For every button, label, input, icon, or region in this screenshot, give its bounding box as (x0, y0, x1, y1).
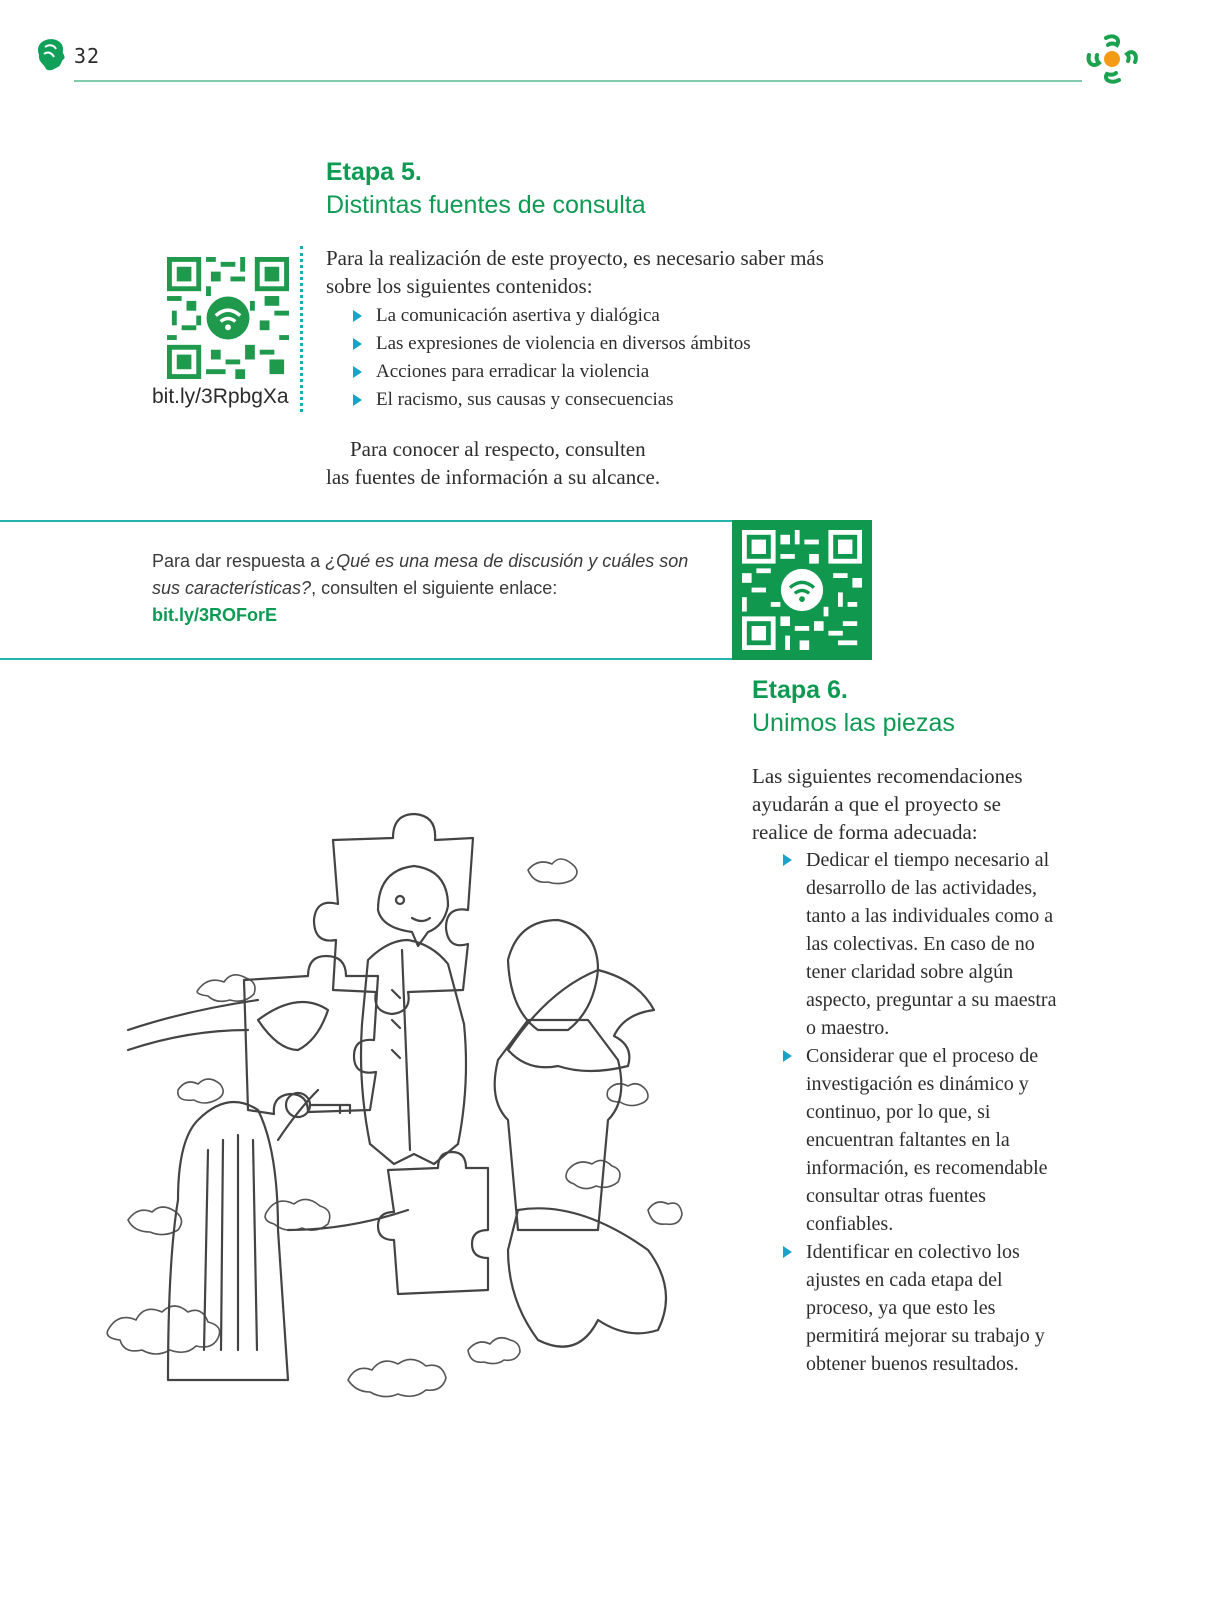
callout-prefix: Para dar respuesta a (152, 551, 326, 571)
cloud-shapes (107, 859, 682, 1397)
stage5-subtitle: Distintas fuentes de consulta (326, 191, 646, 219)
qr-link-label[interactable]: bit.ly/3RpbgXa (152, 385, 289, 408)
flower-icon (1083, 30, 1141, 88)
list-item: La comunicación asertiva y dialógica (350, 302, 870, 330)
callout-question: ¿Qué es una mesa de discusión y cuáles son sus características? (152, 551, 689, 598)
list-item: Identificar en colectivo los ajustes en cada etapa del proceso, ya que esto les permitirá mejorar su trabajo y obtener buenos resultados. (780, 1238, 1070, 1378)
stage6-intro: Las siguientes recomendaciones ayudarán a que el proyecto se realice de forma adecuada: (752, 764, 1023, 844)
dotted-divider (300, 246, 303, 412)
list-item: Considerar que el proceso de investigación es dinámico y continuo, por lo que, si encuentran faltantes en la información, es recomendable consultar otras fuentes confiables. (780, 1042, 1070, 1238)
leaf-head-icon (36, 38, 68, 72)
list-item: El racismo, sus causas y consecuencias (350, 386, 870, 414)
callout-text (152, 548, 712, 629)
stage6-subtitle: Unimos las piezas (752, 709, 955, 737)
list-item: Acciones para erradicar la violencia (350, 358, 870, 386)
callout-link[interactable]: bit.ly/3ROForE (152, 605, 278, 625)
qr-code-icon[interactable] (742, 530, 862, 650)
stage5-closing-line2: las fuentes de información a su alcance. (326, 465, 661, 489)
stage5-closing-line1: Para conocer al respecto, consulten (350, 437, 646, 461)
stage5-title: Etapa 5. (326, 158, 422, 186)
callout-suffix: , consulten el siguiente enlace: (311, 578, 558, 598)
list-item: Las expresiones de violencia en diversos ámbitos (350, 330, 870, 358)
stage5-intro: Para la realización de este proyecto, es necesario saber más sobre los siguientes contenidos: (326, 246, 824, 298)
stage5-content-list (350, 302, 870, 414)
list-item: Dedicar el tiempo necesario al desarrollo de las actividades, tanto a las individuales como a las colectivas. En caso de no tener claridad sobre algún aspecto, preguntar a su maestra o maestro. (780, 846, 1070, 1042)
header-rule (74, 80, 1082, 82)
qr-code-icon[interactable] (167, 257, 289, 379)
stage6-title: Etapa 6. (752, 676, 848, 704)
page-number: 32 (74, 44, 101, 68)
stage6-recommendations-list (780, 846, 1070, 1378)
puzzle-illustration (48, 790, 738, 1415)
